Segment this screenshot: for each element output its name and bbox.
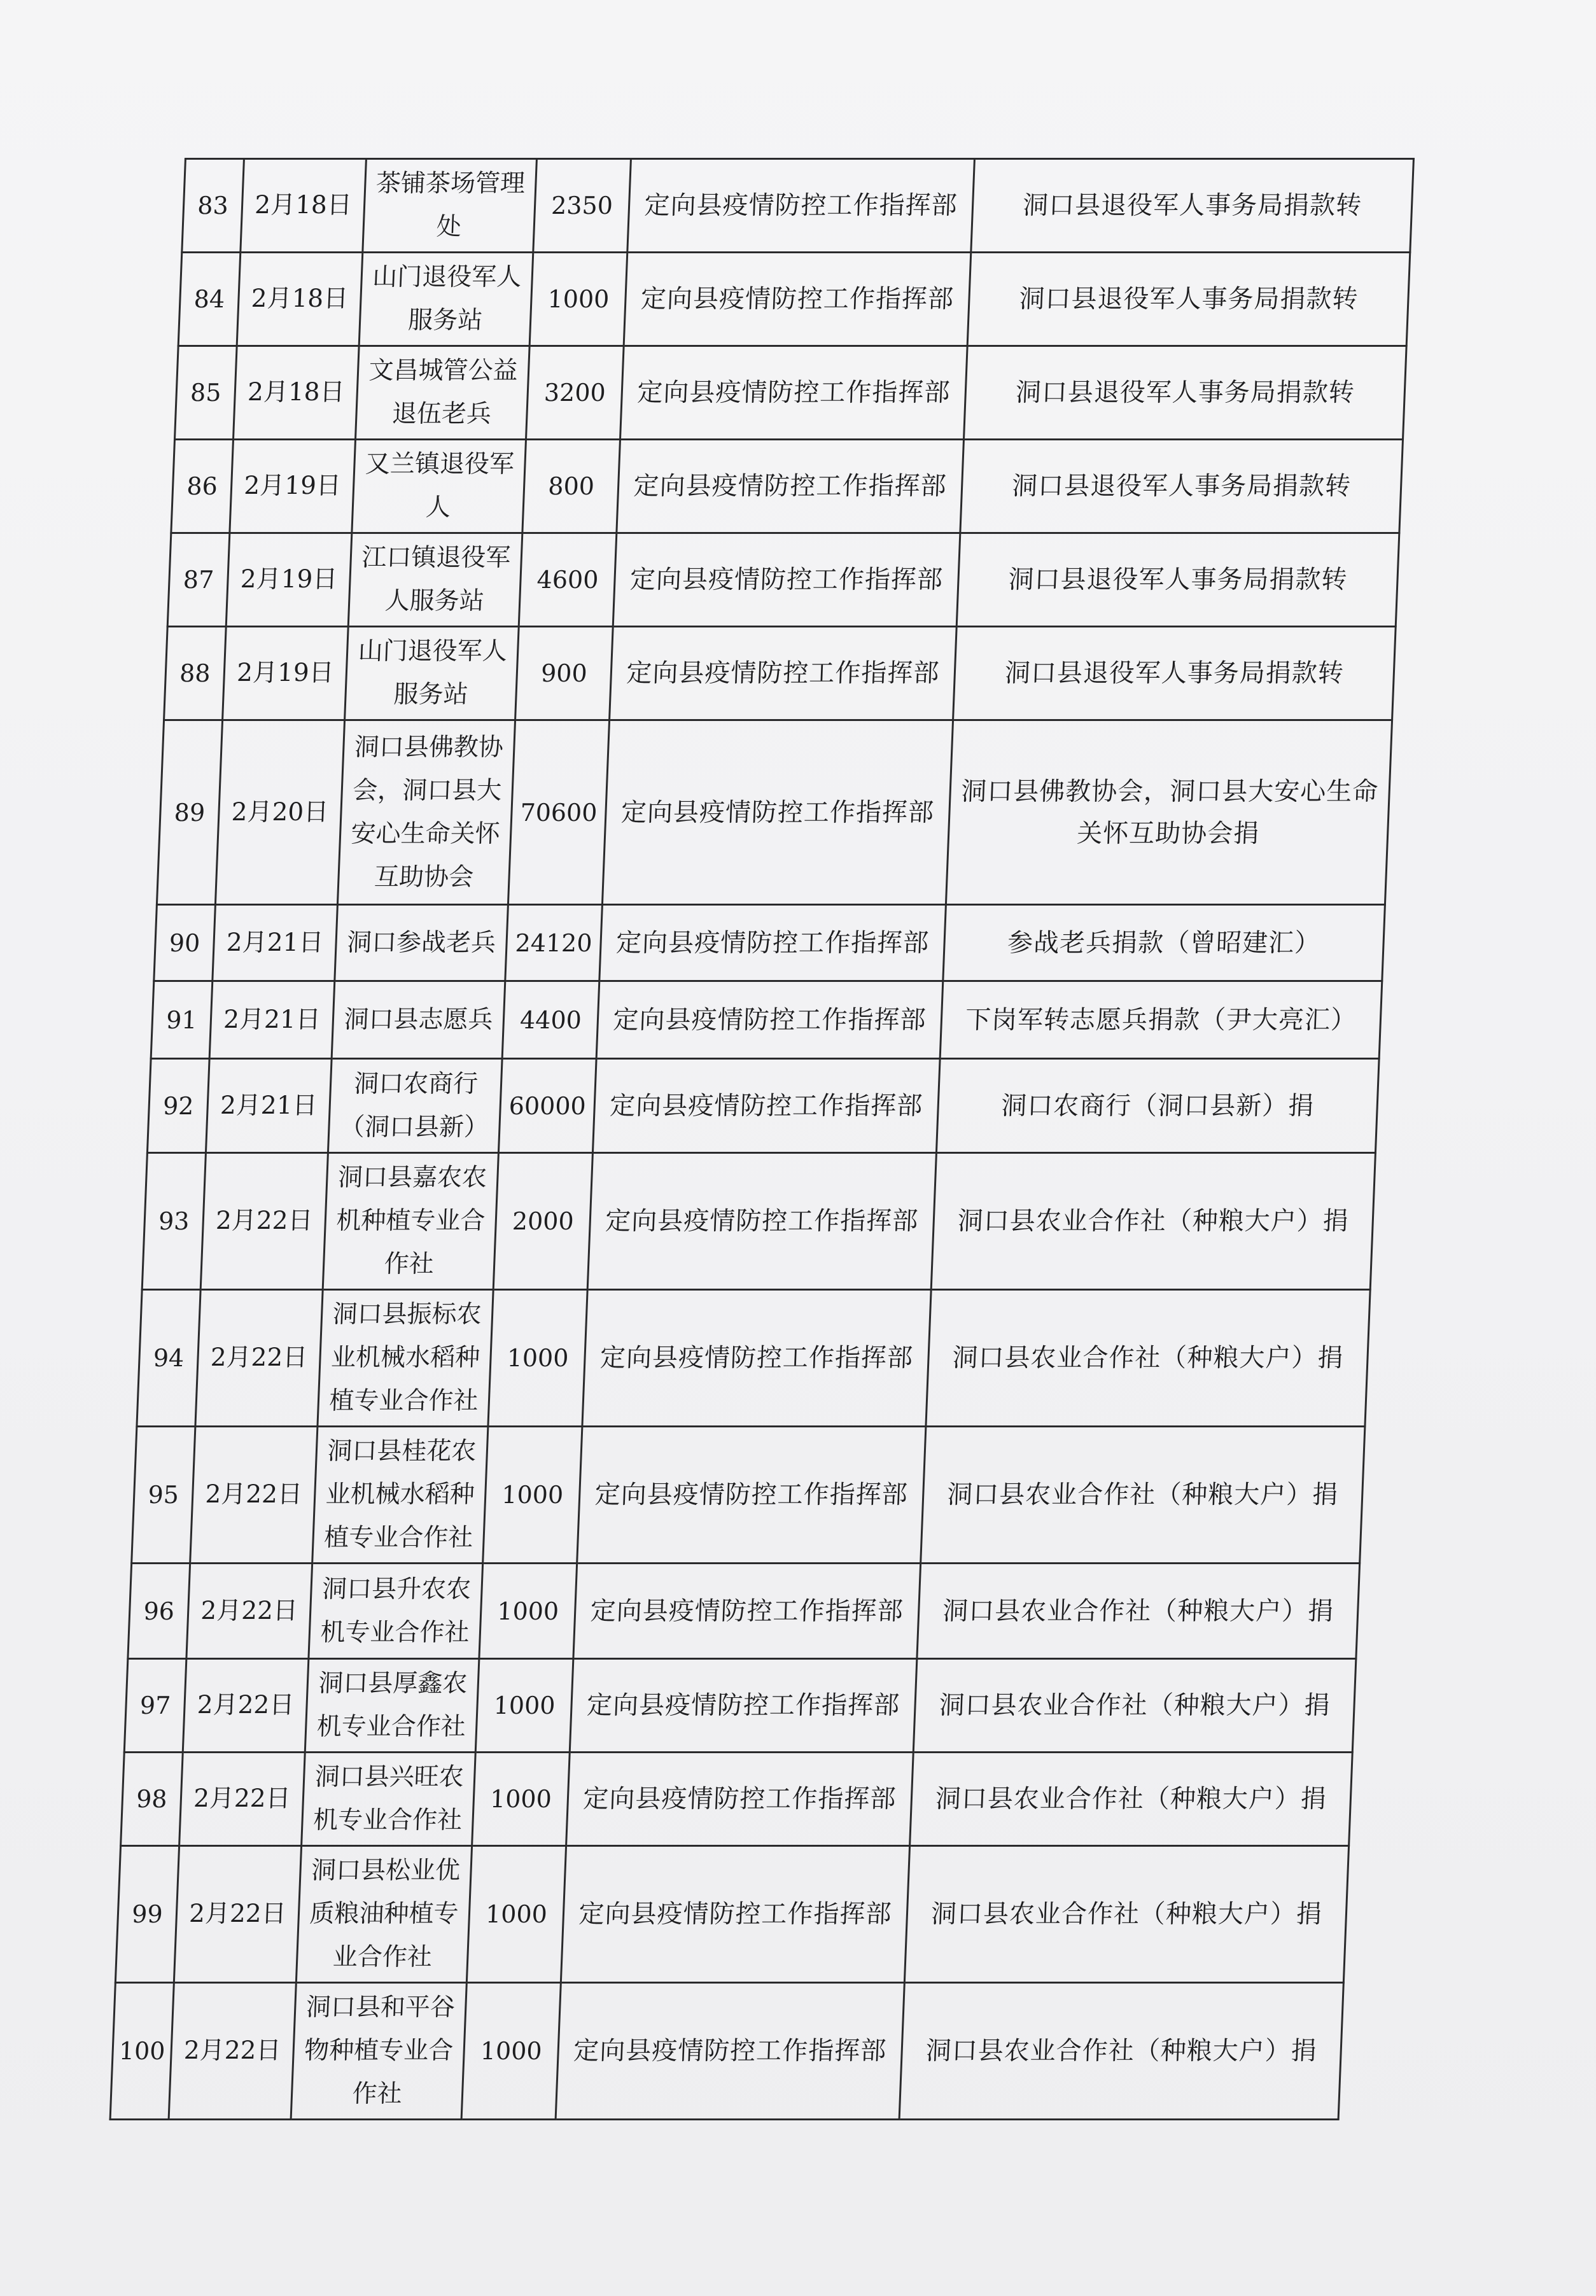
donor-unit: 洞口县和平谷物种植专业合作社 [291,1983,466,2120]
table-row [128,1564,1360,1659]
recipient: 定向县疫情防控工作指挥部 [617,440,964,533]
table-row [110,1983,1343,2120]
donation-amount: 1000 [475,1659,573,1753]
table-row [132,1427,1365,1564]
donation-amount: 60000 [498,1059,596,1153]
donor-unit: 洞口县嘉农农机种植专业合作社 [323,1153,498,1290]
donation-amount: 1000 [529,253,627,346]
recipient: 定向县疫情防控工作指挥部 [602,720,953,905]
donation-amount: 800 [522,440,620,533]
donation-date: 2月22日 [200,1153,328,1290]
donation-table [109,158,1415,2120]
donor-unit: 茶铺茶场管理处 [363,159,537,253]
row-number: 91 [151,981,213,1059]
table-row [178,253,1410,346]
remark: 洞口县退役军人事务局捐款转 [956,533,1399,627]
remark: 洞口县农业合作社（种粮大户）捐 [904,1846,1348,1983]
donation-amount: 1000 [488,1290,587,1427]
remark: 洞口县退役军人事务局捐款转 [964,346,1407,440]
donation-date: 2月22日 [183,1659,309,1753]
row-number: 90 [154,905,216,981]
row-number: 83 [182,159,244,253]
recipient: 定向县疫情防控工作指挥部 [570,1659,917,1753]
donor-unit: 洞口县佛教协会，洞口县大安心生命关怀互助协会 [337,720,515,905]
row-number: 87 [167,533,230,627]
donation-date: 2月18日 [241,159,367,253]
remark: 下岗军转志愿兵捐款（尹大亮汇） [940,981,1382,1059]
recipient: 定向县疫情防控工作指挥部 [556,1983,904,2120]
donation-amount: 1000 [472,1753,570,1846]
donation-date: 2月22日 [195,1290,323,1427]
table-row [182,159,1414,253]
row-number: 93 [142,1153,206,1290]
donor-unit: 洞口县松业优质粮油种植专业合作社 [296,1846,472,1983]
donor-unit: 洞口县振标农业机械水稻种植专业合作社 [318,1290,493,1427]
table-row [171,440,1403,533]
donation-date: 2月21日 [213,905,338,981]
row-number: 85 [175,346,237,440]
row-number: 84 [178,253,241,346]
table-row [121,1753,1353,1846]
donor-unit: 洞口县志愿兵 [332,981,505,1059]
remark: 洞口县农业合作社（种粮大户）捐 [921,1427,1365,1564]
donor-unit: 山门退役军人服务站 [359,253,533,346]
donation-date: 2月18日 [237,253,363,346]
recipient: 定向县疫情防控工作指挥部 [577,1427,926,1564]
donation-date: 2月22日 [179,1753,305,1846]
donation-date: 2月22日 [174,1846,301,1983]
table-row [175,346,1407,440]
remark: 洞口县农业合作社（种粮大户）捐 [910,1753,1353,1846]
row-number: 89 [157,720,222,905]
remark: 洞口县退役军人事务局捐款转 [967,253,1410,346]
donation-amount: 1000 [461,1983,561,2120]
remark: 洞口县农业合作社（种粮大户）捐 [926,1290,1370,1427]
donation-date: 2月21日 [206,1059,332,1153]
row-number: 100 [110,1983,174,2120]
donation-amount: 4600 [519,533,617,627]
table-row [157,720,1392,905]
donation-amount: 3200 [526,346,624,440]
table-row [124,1659,1356,1753]
table-row [137,1290,1370,1427]
remark: 洞口县农业合作社（种粮大户）捐 [899,1983,1343,2120]
table-row [115,1846,1348,1983]
table-row [147,1059,1379,1153]
donation-amount: 2350 [533,159,631,253]
recipient: 定向县疫情防控工作指挥部 [627,159,975,253]
donor-unit: 洞口农商行（洞口县新） [328,1059,502,1153]
row-number: 97 [124,1659,186,1753]
recipient: 定向县疫情防控工作指挥部 [596,981,943,1059]
remark: 洞口县退役军人事务局捐款转 [971,159,1414,253]
donation-date: 2月18日 [234,346,360,440]
row-number: 99 [115,1846,179,1983]
donation-date: 2月21日 [209,981,335,1059]
donation-date: 2月20日 [215,720,344,905]
remark: 洞口县佛教协会，洞口县大安心生命关怀互助协会捐 [946,720,1392,905]
recipient: 定向县疫情防控工作指挥部 [599,905,946,981]
table-row [164,627,1396,720]
donation-date: 2月22日 [186,1564,312,1659]
recipient: 定向县疫情防控工作指挥部 [592,1059,940,1153]
recipient: 定向县疫情防控工作指挥部 [610,627,957,720]
donor-unit: 洞口县升农农机专业合作社 [309,1564,483,1659]
table-row [142,1153,1375,1290]
donation-amount: 4400 [502,981,599,1059]
donation-amount: 900 [515,627,613,720]
recipient: 定向县疫情防控工作指挥部 [620,346,968,440]
donation-amount: 70600 [508,720,609,905]
row-number: 94 [137,1290,200,1427]
donation-amount: 1000 [483,1427,582,1564]
donation-amount: 24120 [505,905,603,981]
recipient: 定向县疫情防控工作指挥部 [561,1846,909,1983]
donor-unit: 江口镇退役军人服务站 [348,533,522,627]
row-number: 92 [147,1059,209,1153]
recipient: 定向县疫情防控工作指挥部 [573,1564,921,1659]
remark: 洞口县农业合作社（种粮大户）捐 [917,1564,1360,1659]
recipient: 定向县疫情防控工作指挥部 [566,1753,914,1846]
remark: 洞口县退役军人事务局捐款转 [960,440,1403,533]
donor-unit: 又兰镇退役军人 [352,440,526,533]
donation-date: 2月22日 [190,1427,318,1564]
row-number: 88 [164,627,227,720]
donor-unit: 洞口县厚鑫农机专业合作社 [305,1659,479,1753]
row-number: 95 [132,1427,195,1564]
recipient: 定向县疫情防控工作指挥部 [613,533,960,627]
donation-date: 2月19日 [226,533,352,627]
recipient: 定向县疫情防控工作指挥部 [587,1153,936,1290]
donation-amount: 1000 [466,1846,566,1983]
remark: 洞口县农业合作社（种粮大户）捐 [913,1659,1356,1753]
table-row [151,981,1382,1059]
donor-unit: 洞口县桂花农业机械水稻种植专业合作社 [312,1427,488,1564]
remark: 洞口县农业合作社（种粮大户）捐 [931,1153,1375,1290]
remark: 洞口农商行（洞口县新）捐 [936,1059,1379,1153]
row-number: 96 [128,1564,190,1659]
donation-date: 2月22日 [169,1983,296,2120]
row-number: 86 [171,440,234,533]
donor-unit: 山门退役军人服务站 [345,627,519,720]
remark: 参战老兵捐款（曾昭建汇） [943,905,1385,981]
donation-amount: 1000 [479,1564,577,1659]
donation-date: 2月19日 [223,627,349,720]
donation-amount: 2000 [493,1153,592,1290]
recipient: 定向县疫情防控工作指挥部 [582,1290,931,1427]
table-row [154,905,1385,981]
donor-unit: 洞口县兴旺农机专业合作社 [302,1753,476,1846]
donor-unit: 文昌城管公益退伍老兵 [356,346,530,440]
table-row [167,533,1399,627]
donation-table-sheet [109,158,1413,2120]
donation-date: 2月19日 [230,440,356,533]
donor-unit: 洞口参战老兵 [335,905,508,981]
row-number: 98 [121,1753,183,1846]
remark: 洞口县退役军人事务局捐款转 [953,627,1396,720]
recipient: 定向县疫情防控工作指挥部 [624,253,971,346]
